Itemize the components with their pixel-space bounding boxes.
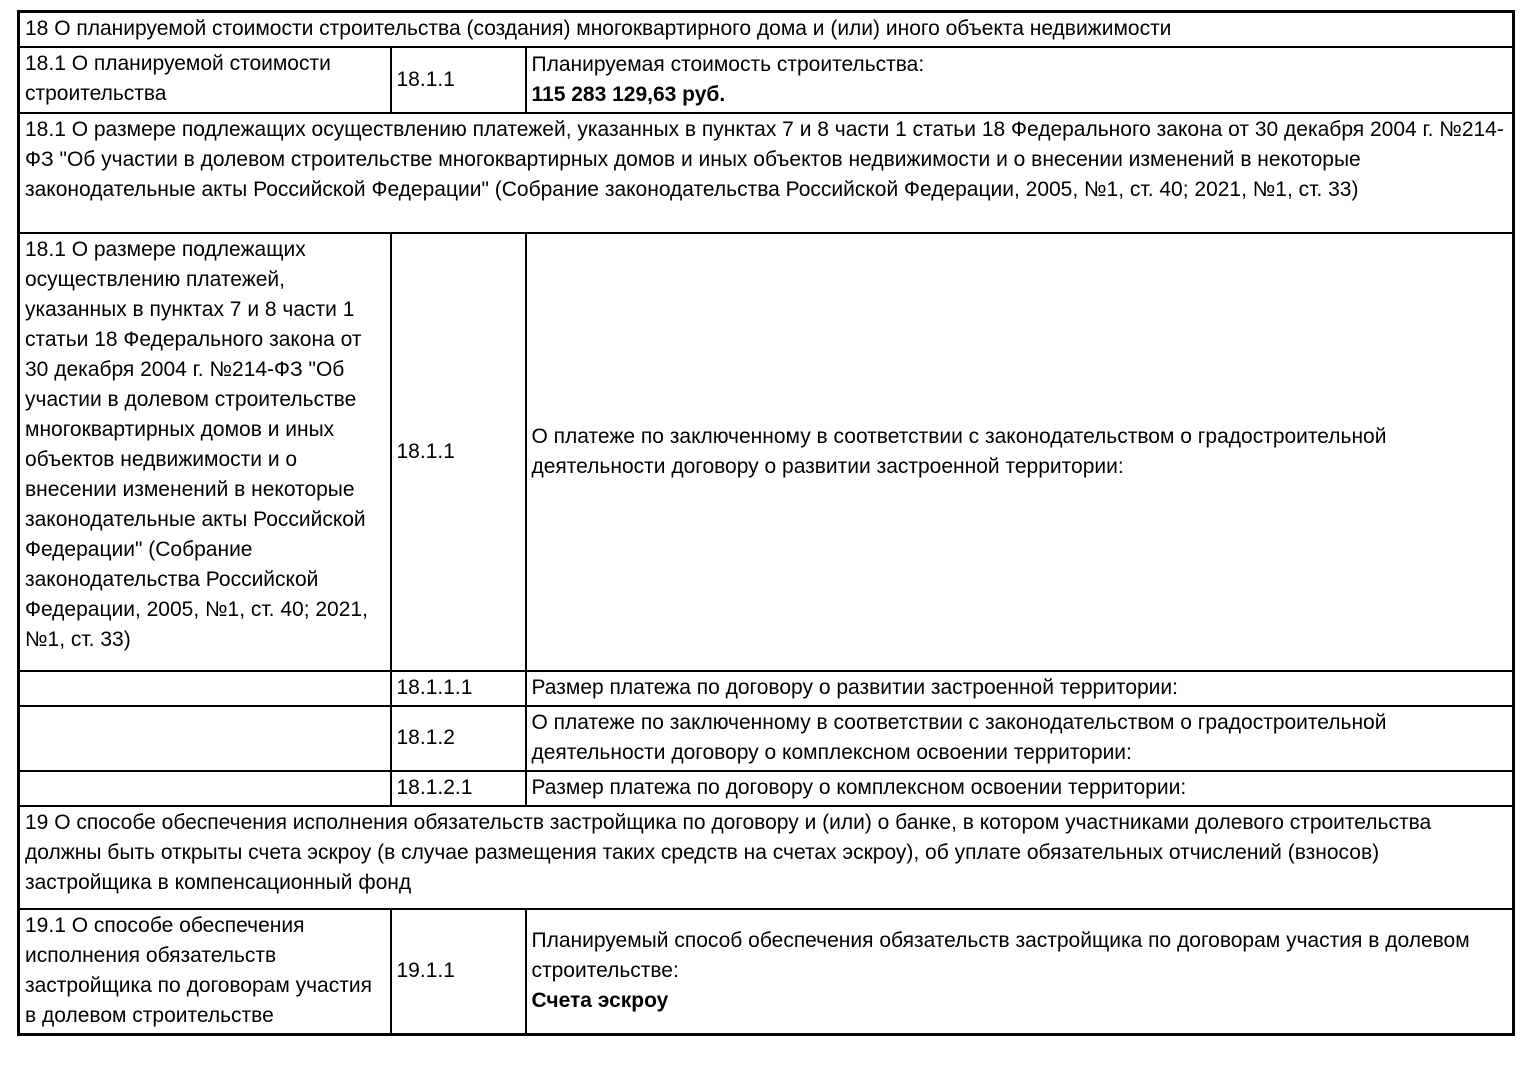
complex-dev-number-cell: 18.1.2 [391, 706, 526, 771]
payments-desc-cell: О платеже по заключенному в соответствии с законодательством о градостроительной деятельности договору о развитии застроенной территории: [526, 233, 1514, 671]
escrow-left-cell: 19.1 О способе обеспечения исполнения обязательств застройщика по договорам участия в долевом строительстве [19, 909, 391, 1035]
planned-cost-left-cell: 18.1 О планируемой стоимости строительства [19, 47, 391, 113]
payment-size-dev-number-cell: 18.1.1.1 [391, 671, 526, 706]
planned-cost-number-cell: 18.1.1 [391, 47, 526, 113]
project-declaration-table [17, 10, 1515, 1036]
row-escrow [19, 909, 1514, 1035]
row-18-1-2 [19, 706, 1514, 771]
row-section-18-header [19, 12, 1514, 48]
planned-cost-value: 115 283 129,63 руб. [531, 82, 726, 106]
escrow-value: Счета эскроу [531, 989, 669, 1012]
section-19-header: 19 О способе обеспечения исполнения обязательств застройщика по договору и (или) о банке, в котором участниками долевого строительства должны быть открыты счета эскроу (в случае размещения таких средств на счетах эскроу), об уплате обязательных отчислений (взносов) застройщика в компенсационный фонд [19, 806, 1514, 909]
payments-number-cell: 18.1.1 [391, 233, 526, 671]
row-planned-cost [19, 47, 1514, 113]
row-section-19-header [19, 806, 1514, 909]
planned-cost-desc-cell [526, 47, 1514, 113]
escrow-number-cell: 19.1.1 [391, 909, 526, 1035]
escrow-label: Планируемый способ обеспечения обязательств застройщика по договорам участия в долевом строительстве: [531, 929, 1470, 982]
row-law-reference [19, 113, 1514, 233]
payments-left-cell: 18.1 О размере подлежащих осуществлению платежей, указанных в пунктах 7 и 8 части 1 статьи 18 Федерального закона от 30 декабря 2004 г. №214-ФЗ "Об участии в долевом строительстве многоквартирных домов и иных объектов недвижимости и о внесении изменений в некоторые законодательные акты Российской Федерации" (Собрание законодательства Российской Федерации, 2005, №1, ст. 40; 2021, №1, ст. 33) [19, 233, 391, 671]
planned-cost-label: Планируемая стоимость строительства: [531, 52, 925, 76]
law-reference-text: 18.1 О размере подлежащих осуществлению платежей, указанных в пунктах 7 и 8 части 1 статьи 18 Федерального закона от 30 декабря 2004 г. №214-ФЗ "Об участии в долевом строительстве многоквартирных домов и иных объектов недвижимости и о внесении изменений в некоторые законодательные акты Российской Федерации" (Собрание законодательства Российской Федерации, 2005, №1, ст. 40; 2021, №1, ст. 33) [19, 113, 1514, 233]
payment-size-complex-number-cell: 18.1.2.1 [391, 771, 526, 806]
empty-left-cell [19, 706, 391, 771]
escrow-desc-cell [526, 909, 1514, 1035]
payment-size-complex-desc-cell: Размер платежа по договору о комплексном освоении территории: [526, 771, 1514, 806]
row-18-1-2-1 [19, 771, 1514, 806]
payment-size-dev-desc-cell: Размер платежа по договору о развитии застроенной территории: [526, 671, 1514, 706]
section-18-header: 18 О планируемой стоимости строительства (создания) многоквартирного дома и (или) иного объекта недвижимости [19, 12, 1514, 48]
empty-left-cell [19, 671, 391, 706]
complex-dev-desc-cell: О платеже по заключенному в соответствии с законодательством о градостроительной деятельности договору о комплексном освоении территории: [526, 706, 1514, 771]
empty-left-cell [19, 771, 391, 806]
row-18-1-1-1 [19, 671, 1514, 706]
row-payments-detail [19, 233, 1514, 671]
